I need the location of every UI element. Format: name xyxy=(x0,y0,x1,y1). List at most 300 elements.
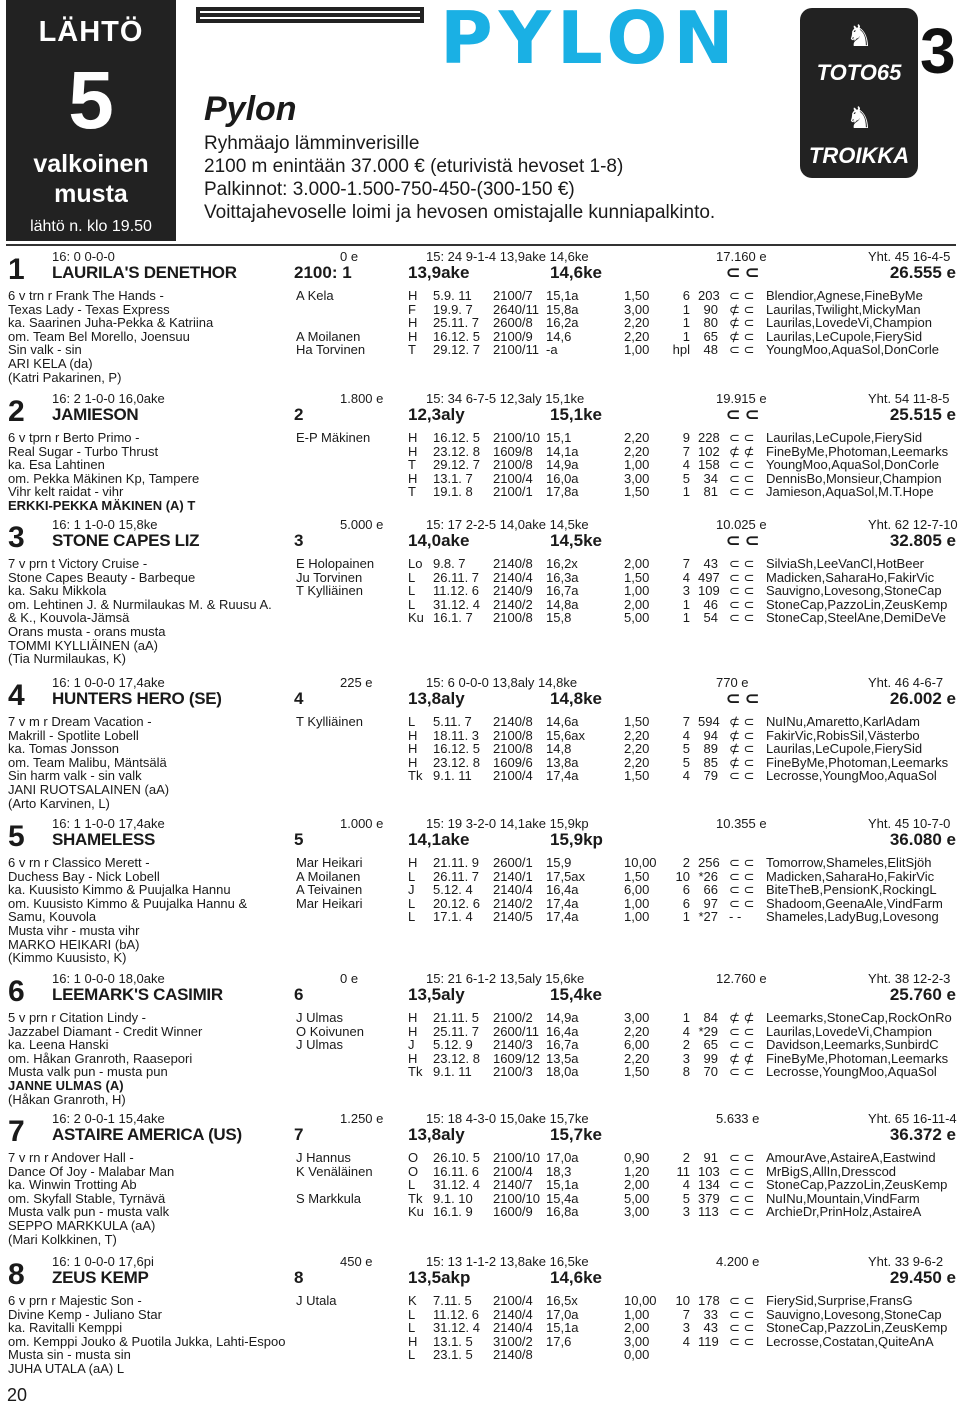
start-cell: 7.11. 5 xyxy=(433,1293,472,1308)
track-position: 5 xyxy=(294,830,304,849)
start-cell: 79 xyxy=(703,768,718,784)
start-cell: 2140/1 xyxy=(493,868,533,884)
start-cell: BiteTheB,PensionK,RockingL xyxy=(766,882,937,898)
start-cell: SilviaSh,LeeVanCl,HotBeer xyxy=(766,556,925,571)
start-cell: 10 xyxy=(675,1293,690,1308)
season-earnings: 0 e xyxy=(340,971,359,986)
season-stats: 16: 1 1-0-0 17,4ake xyxy=(52,816,165,831)
driver-name: Ha Torvinen xyxy=(296,342,366,358)
start-cell: 3,00 xyxy=(624,470,650,486)
start-cell: 2,20 xyxy=(624,315,650,331)
start-cell: 7 xyxy=(682,443,690,459)
record-auto: 14,0ake xyxy=(408,531,470,550)
start-cell: 16,4a xyxy=(546,882,579,898)
start-cell: 16.1. 9 xyxy=(433,1204,473,1220)
last-season-earnings: 19.915 e xyxy=(716,391,767,406)
start-cell: -a xyxy=(546,342,558,358)
track-position: 2 xyxy=(294,405,304,424)
start-cell: 34 xyxy=(703,470,718,486)
horse-name: JAMIESON xyxy=(52,405,139,424)
horse-info-line: Jazzabel Diamant - Credit Winner xyxy=(8,1023,203,1039)
start-cell: FierySid,Surprise,FransG xyxy=(766,1293,913,1308)
start-cell: 5 xyxy=(682,470,690,486)
start-cell: 23.12. 8 xyxy=(433,443,480,459)
horse-info-line: om. Skyfall Stable, Tyrnävä xyxy=(8,1190,166,1206)
start-cell: ⊂ ⊂ xyxy=(729,895,755,911)
start-cell: 3,00 xyxy=(624,301,650,317)
horse-info-line: (Katri Pakarinen, P) xyxy=(8,369,122,385)
start-cell: 99 xyxy=(703,1050,718,1066)
start-cell: ⊄ ⊂ xyxy=(729,315,755,331)
start-cell: 21.11. 9 xyxy=(433,855,480,870)
start-cell: 1,00 xyxy=(624,583,650,599)
start-cell: 7 xyxy=(682,556,690,571)
record-volt: 15,1ke xyxy=(550,405,602,424)
start-label: LÄHTÖ xyxy=(38,16,144,48)
start-cell: 23.12. 8 xyxy=(433,1050,480,1066)
horse-info-line: Duchess Bay - Nick Lobell xyxy=(8,868,160,884)
horse-name: LAURILA'S DENETHOR xyxy=(52,263,237,282)
last-season-stats: 15: 24 9-1-4 13,9ake 14,6ke xyxy=(426,249,589,264)
start-cell: 18,0a xyxy=(546,1064,579,1080)
horse-info-line: Musta sin - musta sin xyxy=(8,1347,131,1363)
start-cell: 3,00 xyxy=(624,1333,650,1349)
horse-info-line: Musta valk pun - musta valk xyxy=(8,1204,170,1220)
start-cell: 203 xyxy=(698,288,720,303)
shoes-indicator: ⊂ ⊂ xyxy=(726,263,760,282)
last-season-stats: 15: 13 1-1-2 13,8ake 16,5ke xyxy=(426,1254,589,1269)
start-cell: 1,50 xyxy=(624,1064,650,1080)
season-earnings: 0 e xyxy=(340,249,359,264)
start-cell: 16,5x xyxy=(546,1293,578,1308)
start-cell: 2100/8 xyxy=(493,741,533,757)
career-stats: Yht. 33 9-6-2 xyxy=(868,1254,944,1269)
start-cell: 2,20 xyxy=(624,1050,650,1066)
start-cell: 10 xyxy=(675,868,690,884)
driver-name: A Kela xyxy=(296,288,334,303)
start-cell: 29.12. 7 xyxy=(433,342,480,358)
start-cell: 15,1a xyxy=(546,288,579,303)
driver-name: E Holopainen xyxy=(296,556,375,571)
total-earnings: 36.372 e xyxy=(889,1125,956,1144)
horse-info-line: 6 v rn r Classico Merett - xyxy=(8,855,150,870)
start-cell: 17,4a xyxy=(546,895,579,911)
start-cell: L xyxy=(408,1306,416,1322)
start-cell: 16,7a xyxy=(546,583,579,599)
driver-name: E-P Mäkinen xyxy=(296,430,371,445)
last-season-earnings: 12.760 e xyxy=(716,971,767,986)
horse-info-line: ka. Saku Mikkola xyxy=(8,583,107,599)
start-cell: 6 xyxy=(682,882,690,898)
start-cell: 5 xyxy=(682,741,690,757)
horse-number: 4 xyxy=(8,679,25,712)
last-season-earnings: 770 e xyxy=(716,675,749,690)
total-earnings: 36.080 e xyxy=(889,830,956,849)
start-cell: 2 xyxy=(682,855,690,870)
track-position: 4 xyxy=(294,689,304,708)
record-volt: 14,6ke xyxy=(550,263,602,282)
start-cell: Shameles,LadyBug,Lovesong xyxy=(766,909,939,925)
start-cell: 14,6 xyxy=(546,328,572,344)
total-earnings: 32.805 e xyxy=(889,531,956,550)
start-cell: L xyxy=(408,1177,416,1193)
start-cell: 103 xyxy=(698,1163,720,1179)
start-cell: 3100/2 xyxy=(493,1333,533,1349)
start-cell: ⊂ ⊂ xyxy=(729,610,755,626)
last-season-earnings: 17.160 e xyxy=(716,249,767,264)
start-cell: 26.11. 7 xyxy=(433,868,480,884)
start-cell: 19.1. 8 xyxy=(433,484,473,500)
start-cell: Lecrosse,YoungMoo,AquaSol xyxy=(766,1064,937,1080)
start-cell: Lecrosse,YoungMoo,AquaSol xyxy=(766,768,937,784)
start-cell: 17,4a xyxy=(546,909,579,925)
horse-info-line: om. Team Bel Morello, Joensuu xyxy=(8,328,190,344)
start-cell: 15,6ax xyxy=(546,727,586,743)
start-cell: 84 xyxy=(703,1010,718,1025)
start-cell: 2140/8 xyxy=(493,714,533,729)
start-cell: 2100/10 xyxy=(493,1190,540,1206)
horse-info-line: om. Team Malibu, Mäntsälä xyxy=(8,754,167,770)
start-cell: 31.12. 4 xyxy=(433,1320,480,1336)
driver-name: A Moilanen xyxy=(296,328,361,344)
start-cell: 2140/8 xyxy=(493,556,533,571)
horse-info-line: ka. Saarinen Juha-Pekka & Katriina xyxy=(8,315,214,331)
start-cell: Ku xyxy=(408,610,424,626)
start-cell: 1,00 xyxy=(624,457,650,473)
track-position: 6 xyxy=(294,985,304,1004)
start-cell: 85 xyxy=(703,754,718,770)
start-cell: 2140/4 xyxy=(493,1320,533,1336)
start-cell: NuINu,Amaretto,KarlAdam xyxy=(766,714,920,729)
start-cell: ⊂ ⊂ xyxy=(729,855,755,870)
start-cell: 4 xyxy=(682,1023,690,1039)
horse-info-line: & K., Kouvola-Jämsä xyxy=(8,610,130,626)
start-cell: H xyxy=(408,430,418,445)
horse-info-line: Orans musta - orans musta xyxy=(8,624,166,639)
record-auto: 13,8aly xyxy=(408,1125,465,1144)
last-season-earnings: 4.200 e xyxy=(716,1254,760,1269)
start-cell: 228 xyxy=(698,430,720,445)
start-cell: 14,6a xyxy=(546,714,579,729)
last-season-earnings: 5.633 e xyxy=(716,1111,760,1126)
start-cell: Laurilas,LovedeVi,Champion xyxy=(766,1023,932,1039)
start-cell: H xyxy=(408,1333,418,1349)
start-cell: ⊄ ⊂ xyxy=(729,754,755,770)
record-volt: 14,5ke xyxy=(550,531,602,550)
start-cell: 0,90 xyxy=(624,1150,650,1165)
record-volt: 15,4ke xyxy=(550,985,602,1004)
divider xyxy=(6,244,956,246)
start-cell: F xyxy=(408,301,416,317)
horse-info-line: ARI KELA (da) xyxy=(8,356,93,371)
start-cell: 2100/10 xyxy=(493,430,540,445)
start-cell: 2140/3 xyxy=(493,1037,533,1053)
driver-name: Mar Heikari xyxy=(296,895,363,911)
start-cell: 2,00 xyxy=(624,1177,650,1193)
start-cell: H xyxy=(408,727,418,743)
last-season-earnings: 10.025 e xyxy=(716,517,767,532)
start-cell: 2600/8 xyxy=(493,315,533,331)
start-cell: Tk xyxy=(408,1190,423,1206)
start-color-1: valkoinen xyxy=(33,150,149,178)
start-cell: ⊂ ⊂ xyxy=(729,1064,755,1080)
start-cell: 102 xyxy=(698,443,720,459)
driver-name: O Koivunen xyxy=(296,1023,364,1039)
horse-info-line: ka. Winwin Trotting Ab xyxy=(8,1177,137,1193)
horse-info-line: ERKKI-PEKKA MÄKINEN (A) T xyxy=(8,498,196,513)
start-cell: ⊂ ⊂ xyxy=(729,768,755,784)
start-cell: 3,00 xyxy=(624,1204,650,1220)
start-cell: 65 xyxy=(703,328,718,344)
start-cell: 1 xyxy=(682,328,690,344)
start-cell: 379 xyxy=(698,1190,720,1206)
brand-logo: PYLON xyxy=(440,0,740,80)
start-cell: 1 xyxy=(682,484,690,500)
horse-name: HUNTERS HERO (SE) xyxy=(52,689,222,708)
start-cell: 1609/8 xyxy=(493,443,533,459)
start-time: lähtö n. klo 19.50 xyxy=(30,218,152,235)
start-cell: 18.11. 3 xyxy=(433,727,480,743)
track-position: 3 xyxy=(294,531,304,550)
horse-info-line: Musta vihr - musta vihr xyxy=(8,923,140,938)
start-cell: 1 xyxy=(682,1010,690,1025)
horse-info-line: Divine Kemp - Juliano Star xyxy=(8,1306,162,1322)
start-cell: Madicken,SaharaHo,FakirVic xyxy=(766,569,935,585)
start-cell: 25.11. 7 xyxy=(433,1023,480,1039)
start-cell: 16,3a xyxy=(546,569,579,585)
shoes-indicator: ⊂ ⊂ xyxy=(726,531,760,550)
horse-info-line: MARKO HEIKARI (bA) xyxy=(8,936,140,952)
start-cell: 17,0a xyxy=(546,1306,579,1322)
start-cell: NuINu,Mountain,VindFarm xyxy=(766,1190,920,1206)
horse-info-line: Sin valk - sin xyxy=(8,342,82,358)
start-cell: 1,50 xyxy=(624,484,650,500)
start-cell: 46 xyxy=(703,596,718,612)
start-cell: 5.9. 11 xyxy=(433,288,472,303)
start-cell: L xyxy=(408,895,416,911)
horse-info-line: Dance Of Joy - Malabar Man xyxy=(8,1163,175,1179)
start-cell: Tomorrow,Shameles,ElitSjöh xyxy=(766,855,932,870)
start-cell: 15,1a xyxy=(546,1320,579,1336)
horse-number: 5 xyxy=(8,820,25,853)
start-cell: 2600/1 xyxy=(493,855,533,870)
start-cell: 9.1. 11 xyxy=(433,768,472,784)
start-cell: ⊂ ⊂ xyxy=(729,1150,755,1165)
start-cell: 2,20 xyxy=(624,1023,650,1039)
horse-number: 3 xyxy=(8,521,25,554)
start-cell: ⊂ ⊂ xyxy=(729,556,755,571)
start-cell: Sauvigno,Lovesong,StoneCap xyxy=(766,583,942,599)
start-cell: 2640/11 xyxy=(493,301,540,317)
start-cell: 1609/12 xyxy=(493,1050,540,1066)
start-cell: 2,20 xyxy=(624,741,650,757)
last-season-earnings: 10.355 e xyxy=(716,816,767,831)
horse-info-line: (Mari Kolkkinen, T) xyxy=(8,1231,117,1247)
horse-info-line: Makrill - Spotlite Lobell xyxy=(8,727,139,743)
start-cell: 14,1a xyxy=(546,443,579,459)
start-cell: H xyxy=(408,470,418,486)
troikka-logo: TROIKKA xyxy=(808,143,910,168)
start-cell: 5.12. 9 xyxy=(433,1037,473,1053)
start-cell: J xyxy=(408,1037,415,1053)
start-cell: 9.8. 7 xyxy=(433,556,466,571)
start-cell: 158 xyxy=(698,457,720,473)
start-cell: 6 xyxy=(682,288,690,303)
start-cell: StoneCap,PazzoLin,ZeusKemp xyxy=(766,1320,948,1336)
start-cell: H xyxy=(408,443,418,459)
start-cell: 17,8a xyxy=(546,484,579,500)
season-stats: 16: 0 0-0-0 xyxy=(52,249,115,264)
start-cell: 17.1. 4 xyxy=(433,909,473,925)
start-cell: 18,3 xyxy=(546,1163,572,1179)
start-cell: ⊄ ⊂ xyxy=(729,328,755,344)
start-cell: 5.11. 7 xyxy=(433,714,472,729)
start-cell: 1609/6 xyxy=(493,754,533,770)
start-cell: 2140/4 xyxy=(493,569,533,585)
start-cell: ⊂ ⊂ xyxy=(729,1037,755,1053)
driver-name: T Kylliäinen xyxy=(296,583,363,599)
start-cell: Shadoom,GeenaAle,VindFarm xyxy=(766,895,943,911)
horse-info-line: (Håkan Granroth, H) xyxy=(8,1091,126,1107)
record-auto: 13,5akp xyxy=(408,1268,471,1287)
start-cell: 13,5a xyxy=(546,1050,579,1066)
race-line: Palkinnot: 3.000-1.500-750-450-(300-150 €) xyxy=(204,179,575,200)
start-cell: ⊂ ⊂ xyxy=(729,470,755,486)
start-cell: 2100/10 xyxy=(493,1150,540,1165)
horse-info-line: om. Pekka Mäkinen Kp, Tampere xyxy=(8,470,200,486)
horse-name: STONE CAPES LIZ xyxy=(52,531,200,550)
start-cell: 1,50 xyxy=(624,868,650,884)
start-cell: ⊂ ⊂ xyxy=(729,1177,755,1193)
start-cell: 14,9a xyxy=(546,457,579,473)
race-line: Voittajahevoselle loimi ja hevosen omistajalle kunniapalkinto. xyxy=(204,202,716,223)
start-cell: FineByMe,Photoman,Leemarks xyxy=(766,1050,949,1066)
start-cell: hpl xyxy=(672,342,690,358)
start-cell: 1600/9 xyxy=(493,1204,533,1220)
record-auto: 13,9ake xyxy=(408,263,470,282)
start-cell: Leemarks,StoneCap,RockOnRo xyxy=(766,1010,952,1025)
career-stats: Yht. 62 12-7-10 xyxy=(868,517,958,532)
start-cell: 109 xyxy=(698,583,720,599)
horse-info-line: om. Håkan Granroth, Raasepori xyxy=(8,1050,193,1066)
horse-name: LEEMARK'S CASIMIR xyxy=(52,985,223,1004)
season-earnings: 1.250 e xyxy=(340,1111,384,1126)
start-cell: 13.1. 7 xyxy=(433,470,473,486)
start-cell: Laurilas,Twilight,MickyMan xyxy=(766,301,921,317)
start-cell: H xyxy=(408,328,418,344)
start-cell: Laurilas,LovedeVi,Champion xyxy=(766,315,932,331)
horse-info-line: 5 v prn r Citation Lindy - xyxy=(8,1010,147,1025)
start-cell: ArchieDr,PrinHolz,AstaireA xyxy=(766,1204,922,1220)
horse-number: 8 xyxy=(8,1258,25,1291)
start-cell: 2 xyxy=(682,1037,690,1053)
start-cell: 2100/8 xyxy=(493,610,533,626)
race-line: 2100 m enintään 37.000 € (eturivistä hevoset 1-8) xyxy=(204,156,624,177)
start-cell: 90 xyxy=(703,301,718,317)
last-season-stats: 15: 6 0-0-0 13,8aly 14,8ke xyxy=(426,675,578,690)
season-earnings: 450 e xyxy=(340,1254,373,1269)
season-stats: 16: 1 1-0-0 15,8ke xyxy=(52,517,158,532)
start-cell: 2100/11 xyxy=(493,342,540,358)
start-cell: 16,7a xyxy=(546,1037,579,1053)
start-cell: ⊂ ⊂ xyxy=(729,1293,755,1308)
start-cell: 3 xyxy=(682,1320,690,1336)
horse-number: 2 xyxy=(8,395,25,428)
start-cell: 1 xyxy=(682,301,690,317)
start-cell: 65 xyxy=(703,1037,718,1053)
start-cell: 97 xyxy=(703,895,718,911)
horse-info-line: ka. Tomas Jonsson xyxy=(8,741,120,757)
start-cell: 1,00 xyxy=(624,342,650,358)
track-position: 2100: 1 xyxy=(294,263,352,282)
career-stats: Yht. 38 12-2-3 xyxy=(868,971,951,986)
start-cell: 3 xyxy=(682,583,690,599)
start-cell: Ku xyxy=(408,1204,424,1220)
start-cell: Laurilas,LeCupole,FierySid xyxy=(766,328,923,344)
record-auto: 12,3aly xyxy=(408,405,465,424)
start-cell: 1 xyxy=(682,315,690,331)
horse-info-line: SEPPO MARKKULA (aA) xyxy=(8,1218,156,1233)
start-cell: 5,00 xyxy=(624,610,650,626)
season-stats: 16: 1 0-0-0 17,4ake xyxy=(52,675,165,690)
start-cell: 2100/4 xyxy=(493,768,533,784)
start-cell: 2100/3 xyxy=(493,1064,533,1080)
driver-name: J Ulmas xyxy=(296,1010,343,1025)
start-cell: 15,9 xyxy=(546,855,572,870)
start-cell: 15,1 xyxy=(546,430,572,445)
start-cell: J xyxy=(408,882,415,898)
start-cell: *26 xyxy=(698,868,718,884)
horse-info-line: ka. Kuusisto Kimmo & Puujalka Hannu xyxy=(8,882,231,898)
tv-logos xyxy=(800,8,918,178)
last-season-stats: 15: 18 4-3-0 15,0ake 15,7ke xyxy=(426,1111,589,1126)
total-earnings: 29.450 e xyxy=(889,1268,956,1287)
race-line: Ryhmäajo lämminverisille xyxy=(204,133,420,154)
start-cell: 2140/7 xyxy=(493,1177,533,1193)
start-cell: Laurilas,LeCupole,FierySid xyxy=(766,430,923,445)
last-season-stats: 15: 19 3-2-0 14,1ake 15,9kp xyxy=(426,816,589,831)
horse-info-line: TOMMI KYLLIÄINEN (aA) xyxy=(8,637,159,653)
horse-info-line: JANI RUOTSALAINEN (aA) xyxy=(8,782,170,797)
horse-number: 7 xyxy=(8,1115,25,1148)
start-cell: ⊄ ⊂ xyxy=(729,727,755,743)
start-cell: 70 xyxy=(703,1064,718,1080)
horse-head-icon: ♞ xyxy=(846,20,873,53)
start-cell: ⊂ ⊂ xyxy=(729,868,755,884)
start-cell: 43 xyxy=(703,556,718,571)
start-cell: ⊄ ⊂ xyxy=(729,741,755,757)
start-cell: 2,20 xyxy=(624,328,650,344)
start-cell: StoneCap,PazzoLin,ZeusKemp xyxy=(766,596,948,612)
start-cell: ⊂ ⊂ xyxy=(729,1190,755,1206)
start-cell: Tk xyxy=(408,768,423,784)
horse-info-line: ka. Esa Lahtinen xyxy=(8,457,105,473)
start-cell: 15,4a xyxy=(546,1190,579,1206)
start-cell: ⊂ ⊂ xyxy=(729,882,755,898)
start-cell: Laurilas,LeCupole,FierySid xyxy=(766,741,923,757)
start-cell: 16.12. 5 xyxy=(433,430,480,445)
horse-info-line: Stone Capes Beauty - Barbeque xyxy=(8,569,196,585)
start-cell: 3 xyxy=(682,1050,690,1066)
start-cell: 31.12. 4 xyxy=(433,1177,480,1193)
start-cell: 4 xyxy=(682,1333,690,1349)
career-stats: Yht. 45 16-4-5 xyxy=(868,249,951,264)
total-earnings: 25.760 e xyxy=(889,985,956,1004)
start-cell: 256 xyxy=(698,855,720,870)
start-cell: 9.1. 11 xyxy=(433,1064,472,1080)
start-cell: 8 xyxy=(682,1064,690,1080)
start-cell: *27 xyxy=(698,909,718,925)
